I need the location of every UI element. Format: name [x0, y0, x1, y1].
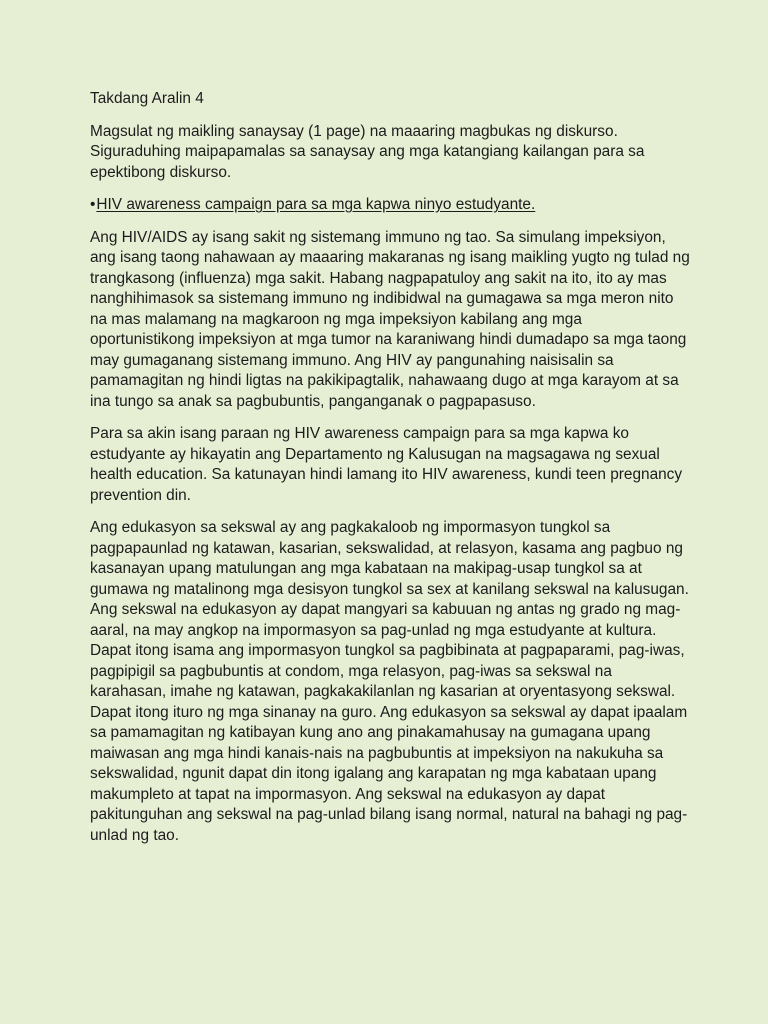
- text-line: estudyante ay hikayatin ang Departamento ng Kalusugan na magsagawa ng sexual: [90, 445, 660, 463]
- text-line: Para sa akin isang paraan ng HIV awareness campaign para sa mga kapwa ko: [90, 425, 629, 442]
- text-line: Magsulat ng maikling sanaysay (1 page) na maaaring magbukas ng diskurso.: [90, 122, 618, 140]
- text-line: may gumaganang sistemang immuno. Ang HIV ay pangunahing naisisalin sa: [90, 351, 614, 369]
- text-line: prevention din.: [90, 486, 191, 504]
- essay-paragraph-3: [90, 518, 690, 846]
- text-line: epektibong diskurso.: [90, 163, 232, 181]
- text-line: trangkasong (influenza) mga sakit. Habang nagpapatuloy ang sakit na ito, ito ay mas: [90, 269, 667, 287]
- text-line: Ang edukasyon sa sekswal ay ang pagkakaloob ng impormasyon tungkol sa: [90, 519, 611, 536]
- text-line: ina tungo sa anak sa pagbubuntis, panganganak o pagpapasuso.: [90, 392, 536, 410]
- text-line: nanghihimasok sa sistemang immuno ng indibidwal na gumagawa sa mga meron nito: [90, 290, 674, 307]
- text-line: oportunistikong impeksiyon at mga tumor na karaniwang hindi dumadapo sa mga taong: [90, 331, 687, 348]
- text-line: Dapat itong ituro ng mga sinanay na guro. Ang edukasyon sa sekswal ay dapat ipaalam: [90, 703, 688, 721]
- text-line: unlad ng tao.: [90, 826, 179, 844]
- text-line: kasanayan upang matulungan ang mga kabataan na makipag-usap tungkol sa at: [90, 560, 642, 577]
- text-line: Siguraduhing maipapamalas sa sanaysay ang mga katangiang kailangan para sa: [90, 143, 645, 160]
- document-title: Takdang Aralin 4: [90, 90, 204, 107]
- text-line: pagpipigil sa pagbubuntis at condom, mga relasyon, pag-iwas sa sekswal na: [90, 662, 612, 680]
- topic-text: HIV awareness campaign para sa mga kapwa ninyo estudyante.: [96, 196, 536, 213]
- text-line: sekswalidad, ngunit dapat din itong igalang ang karapatan ng mga kabataan upang: [90, 765, 657, 782]
- text-line: pagpapaunlad ng katawan, kasarian, sekswalidad, at relasyon, kasama ang pagbuo ng: [90, 539, 683, 557]
- text-line: makumpleto at tapat na impormasyon. Ang sekswal na edukasyon ay dapat: [90, 785, 606, 803]
- text-line: Ang sekswal na edukasyon ay dapat mangyari sa kabuuan ng antas ng grado ng mag-: [90, 601, 681, 618]
- document-page: [90, 89, 690, 858]
- text-line: maiwasan ang mga hindi kanais-nais na pagbubuntis at impeksiyon na nakukuha sa: [90, 744, 664, 762]
- topic-bullet: [90, 195, 690, 216]
- text-line: Dapat itong isama ang impormasyon tungkol sa pagbibinata at pagpaparami, pag-iwas,: [90, 642, 685, 659]
- text-line: aaral, na may angkop na impormasyon sa pag-unlad ng mga estudyante at kultura.: [90, 621, 657, 639]
- text-line: health education. Sa katunayan hindi lamang ito HIV awareness, kundi teen pregnancy: [90, 466, 683, 483]
- essay-paragraph-2: [90, 424, 690, 506]
- essay-paragraph-1: [90, 228, 690, 413]
- bullet-icon: •: [90, 196, 96, 213]
- instructions-paragraph: [90, 122, 690, 184]
- text-line: Ang HIV/AIDS ay isang sakit ng sistemang immuno ng tao. Sa simulang impeksiyon,: [90, 228, 666, 246]
- text-line: sa pamamagitan ng katibayan kung ano ang pinakamahusay na gumagana upang: [90, 724, 651, 741]
- text-line: gumawa ng matalinong mga desisyon tungkol sa sex at kanilang sekswal na kalusugan.: [90, 580, 689, 598]
- text-line: pamamagitan ng hindi ligtas na pakikipagtalik, nahawaang dugo at mga karayom at sa: [90, 372, 679, 389]
- text-line: pakitunguhan ang sekswal na pag-unlad bilang isang normal, natural na bahagi ng pag-: [90, 806, 688, 823]
- text-line: ang isang taong nahawaan ay maaaring makaranas ng isang maikling yugto ng tulad ng: [90, 249, 690, 266]
- text-line: na mas malamang na magkaroon ng mga impeksiyon kabilang ang mga: [90, 310, 582, 328]
- text-line: karahasan, imahe ng katawan, pagkakakilanlan ng kasarian at oryentasyong sekswal.: [90, 683, 676, 700]
